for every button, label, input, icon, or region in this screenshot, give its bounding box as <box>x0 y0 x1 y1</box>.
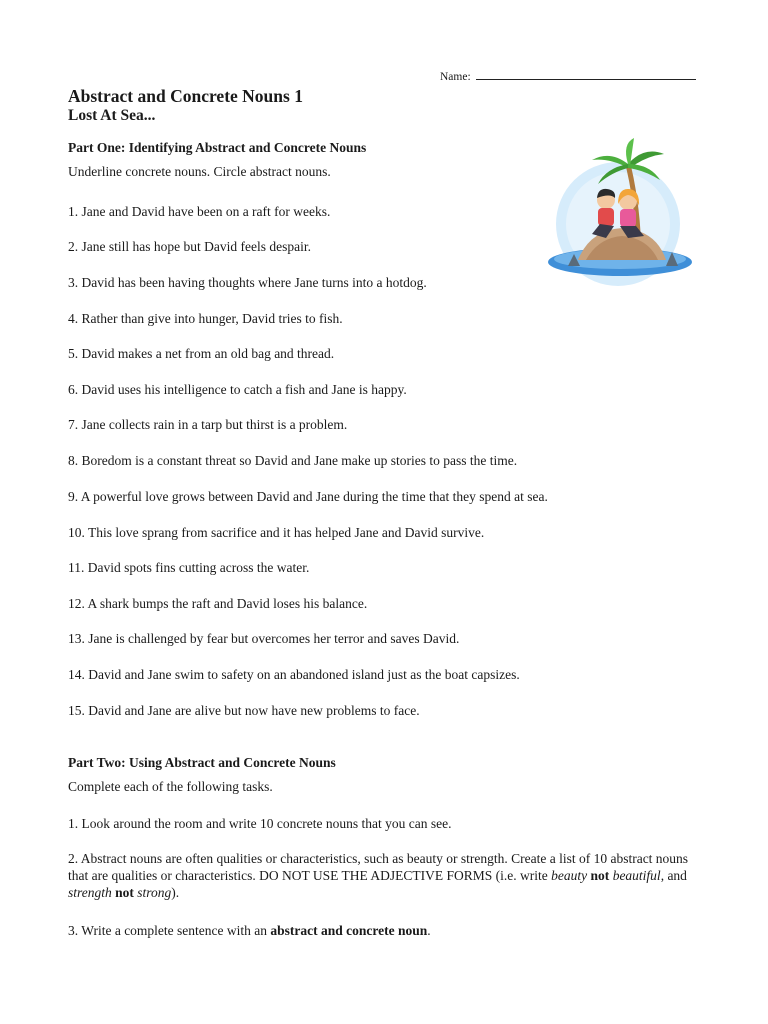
name-field[interactable] <box>440 68 696 83</box>
exercise-item-14: 14. David and Jane swim to safety on an abandoned island just as the boat capsizes. <box>68 667 520 682</box>
exercise-item-3: 3. David has been having thoughts where Jane turns into a hotdog. <box>68 275 427 290</box>
exercise-item-11: 11. David spots fins cutting across the water. <box>68 560 310 575</box>
worksheet-subtitle: Lost At Sea... <box>68 107 156 124</box>
task-3-emphasis: abstract and concrete noun <box>270 923 428 938</box>
exercise-item-15: 15. David and Jane are alive but now have new problems to face. <box>68 703 420 718</box>
part-two-instruction: Complete each of the following tasks. <box>68 779 273 794</box>
exercise-item-6: 6. David uses his intelligence to catch a fish and Jane is happy. <box>68 382 407 397</box>
name-label: Name: <box>440 71 471 83</box>
task-3-end: . <box>427 923 431 938</box>
part-two-heading: Part Two: Using Abstract and Concrete Nouns <box>68 755 336 770</box>
exercise-item-7: 7. Jane collects rain in a tarp but thirst is a problem. <box>68 417 348 432</box>
exercise-item-4: 4. Rather than give into hunger, David tries to fish. <box>68 311 343 326</box>
part-one-instruction: Underline concrete nouns. Circle abstract nouns. <box>68 164 331 179</box>
exercise-item-2: 2. Jane still has hope but David feels despair. <box>68 239 311 254</box>
exercise-item-8: 8. Boredom is a constant threat so David and Jane make up stories to pass the time. <box>68 453 518 468</box>
exercise-item-5: 5. David makes a net from an old bag and thread. <box>68 346 335 361</box>
task-3-text: 3. Write a complete sentence with an <box>68 923 271 938</box>
example-word-strength: strength <box>68 885 112 900</box>
not-emphasis-1: not <box>590 868 610 883</box>
exercise-item-12: 12. A shark bumps the raft and David loses his balance. <box>68 596 368 611</box>
task-2-text: 2. Abstract nouns are often qualities or characteristics, such as beauty or strength. Create a list of 10 abstract nouns that are qualities or characteristics. DO NOT USE THE ADJECTIVE FORMS (i.e. write <box>68 851 689 883</box>
task-item-1: 1. Look around the room and write 10 concrete nouns that you can see. <box>68 816 452 831</box>
exercise-item-13: 13. Jane is challenged by fear but overcomes her terror and saves David. <box>68 631 460 646</box>
exercise-item-10: 10. This love sprang from sacrifice and it has helped Jane and David survive. <box>68 525 485 540</box>
not-emphasis-2: not <box>115 885 134 900</box>
name-blank-line[interactable] <box>476 68 696 80</box>
example-word-beautiful: beautiful <box>612 868 661 883</box>
task-2-end: ). <box>171 885 180 900</box>
task-item-3 <box>68 922 708 939</box>
example-word-strong: strong <box>137 885 172 900</box>
exercise-item-9: 9. A powerful love grows between David and Jane during the time that they spend at sea. <box>68 489 548 504</box>
exercise-item-1: 1. Jane and David have been on a raft for weeks. <box>68 204 331 219</box>
worksheet-title: Abstract and Concrete Nouns 1 <box>68 86 303 106</box>
task-2-mid: , and <box>660 868 687 883</box>
task-item-2 <box>68 850 708 901</box>
example-word-beauty: beauty <box>551 868 588 883</box>
part-one-heading: Part One: Identifying Abstract and Concrete Nouns <box>68 140 367 155</box>
